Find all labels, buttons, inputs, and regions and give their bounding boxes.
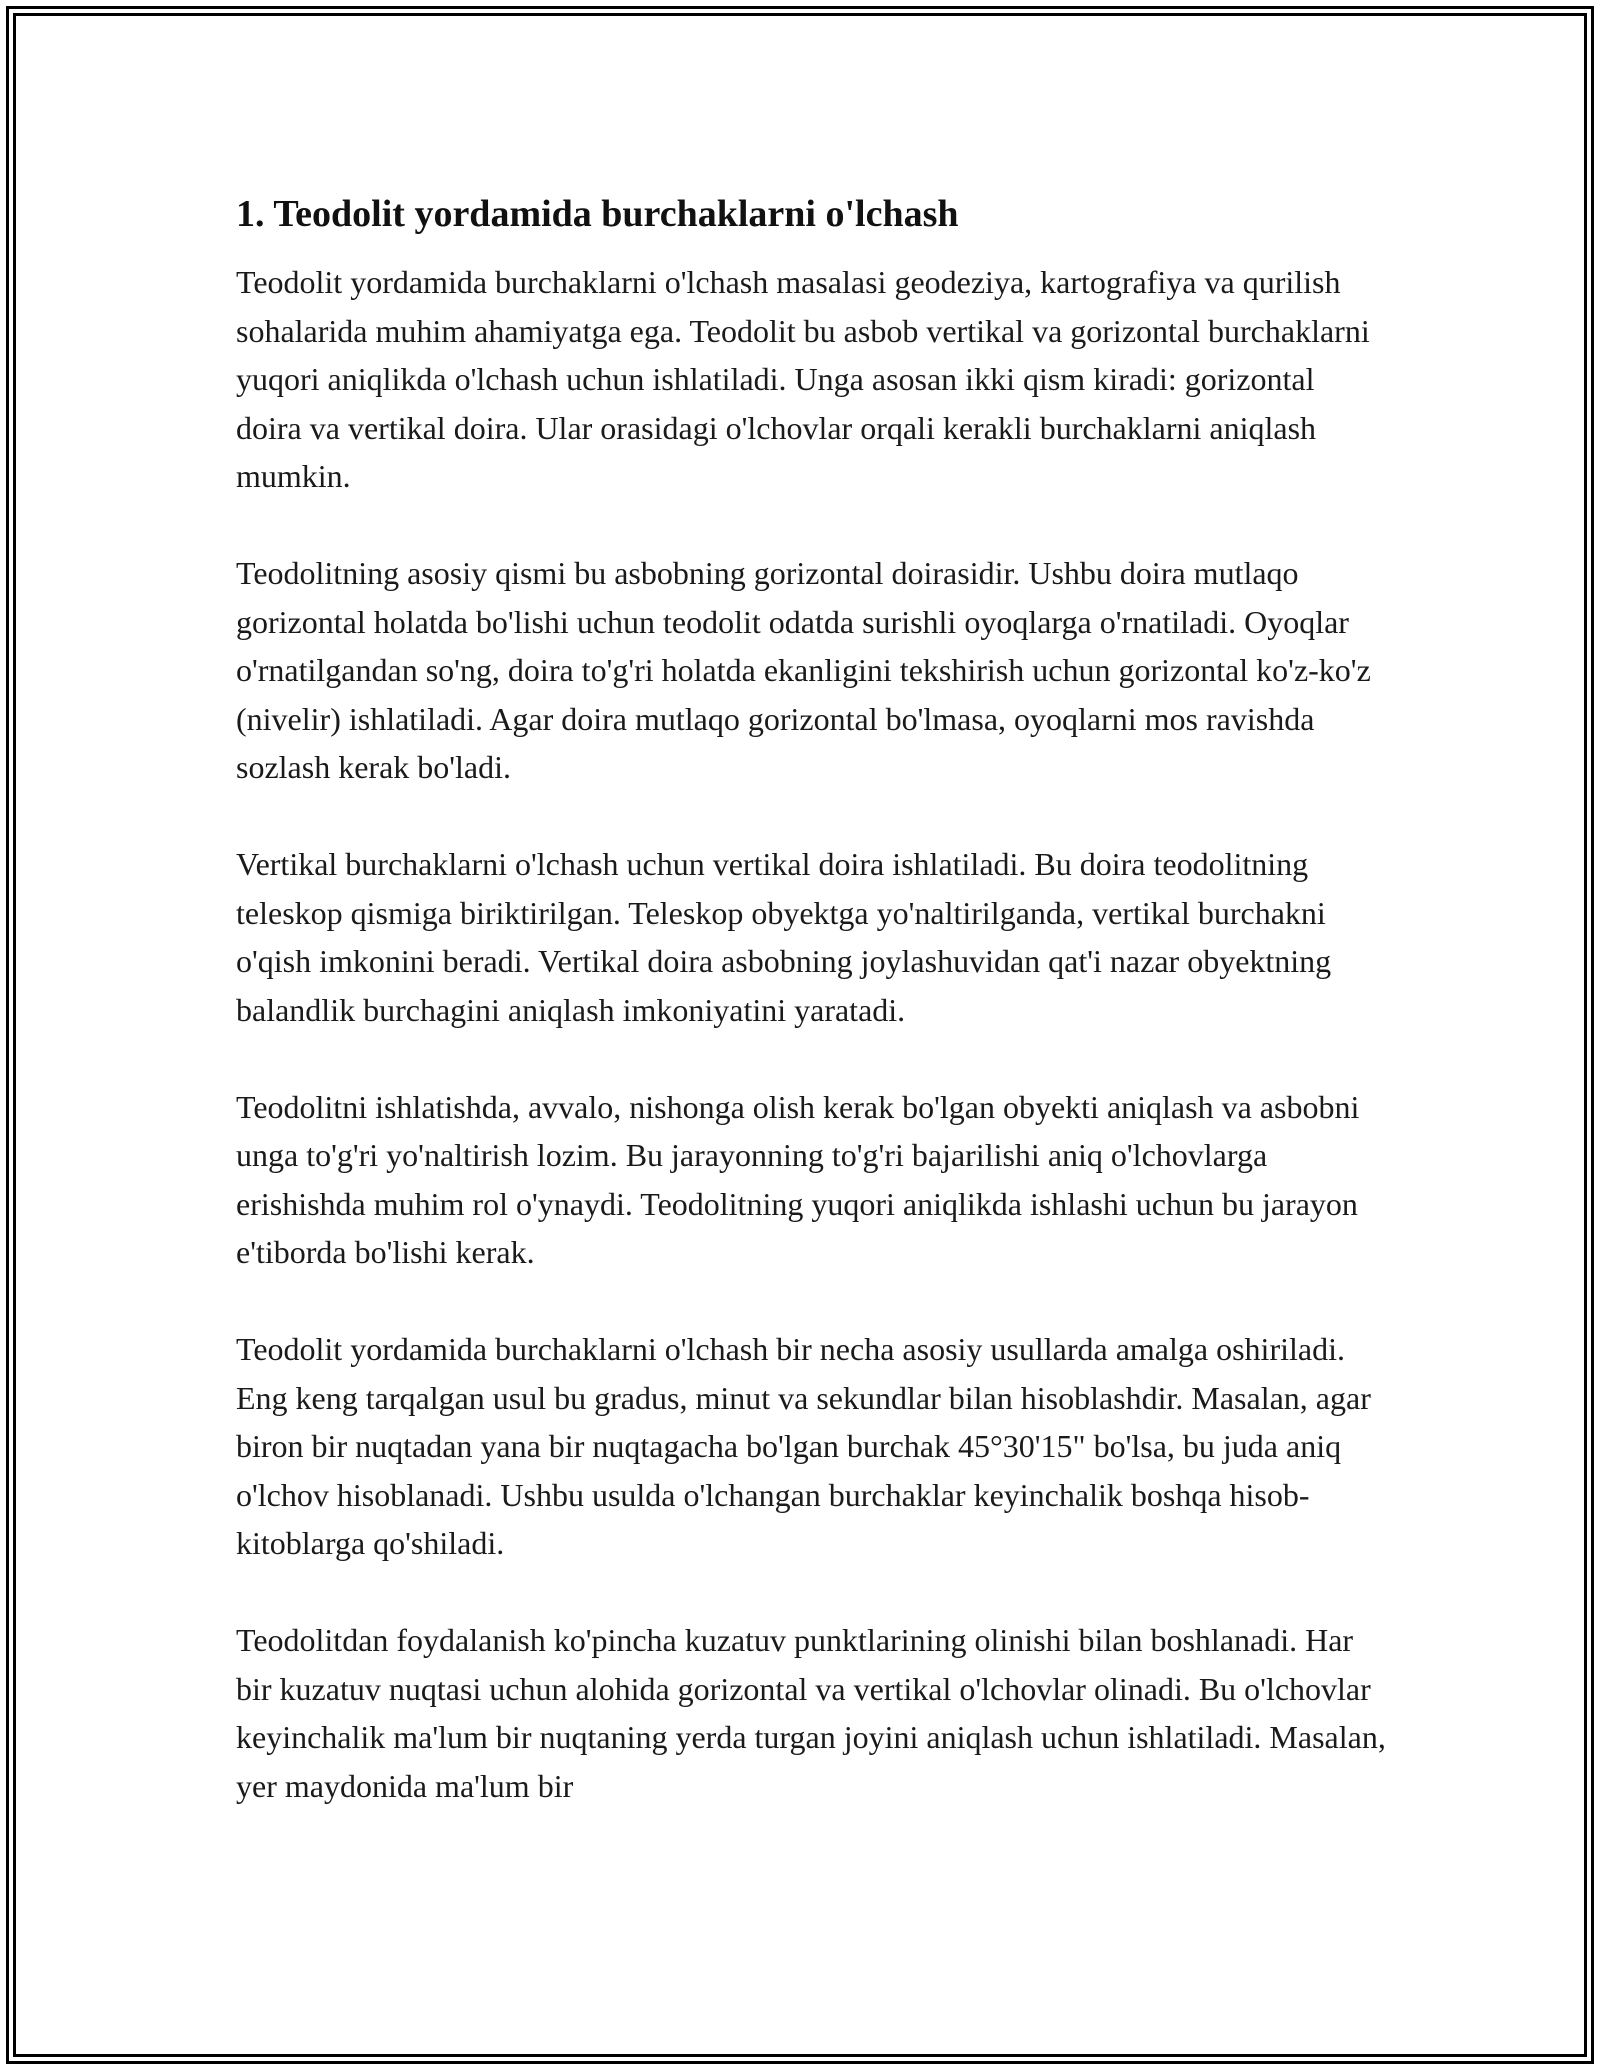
paragraph-4: Teodolitni ishlatishda, avvalo, nishonga olish kerak bo'lgan obyekti aniqlash va asbobni unga to'g'ri yo'naltirish lozim. Bu jarayonning to'g'ri bajarilishi aniq o'lchovlarga erishishda muhim rol o'ynaydi. Teodolitning yuqori aniqlikda ishlashi uchun bu jarayon e'tiborda bo'lishi kerak. [236, 1088, 1360, 1270]
paragraph-6: Teodolitdan foydalanish ko'pincha kuzatuv punktlarining olinishi bilan boshlanadi. Har bir kuzatuv nuqtasi uchun alohida gorizontal va vertikal o'lchovlar olinadi. Bu o'lchovlar keyinchalik ma'lum bir nuqtaning yerda turgan joyini aniqlash uchun ishlatiladi. Masalan, yer maydonida ma'lum bir [236, 1622, 1386, 1804]
section-heading: 1. Teodolit yordamida burchaklarni o'lchash [236, 193, 959, 235]
document-body [236, 186, 1386, 1810]
paragraph-5: Teodolit yordamida burchaklarni o'lchash bir necha asosiy usullarda amalga oshiriladi. Eng keng tarqalgan usul bu gradus, minut va sekundlar bilan hisoblashdir. Masalan, agar biron bir nuqtadan yana bir nuqtagacha bo'lgan burchak 45°30'15" bo'lsa, bu juda aniq o'lchov hisoblanadi. Ushbu usulda o'lchangan burchaklar keyinchalik boshqa hisob-kitoblarga qo'shiladi. [236, 1331, 1371, 1561]
paragraph-2: Teodolitning asosiy qismi bu asbobning gorizontal doirasidir. Ushbu doira mutlaqo gorizontal holatda bo'lishi uchun teodolit odatda surishli oyoqlarga o'rnatiladi. Oyoqlar o'rnatilgandan so'ng, doira to'g'ri holatda ekanligini tekshirish uchun gorizontal ko'z-ko'z (nivelir) ishlatiladi. Agar doira mutlaqo gorizontal bo'lmasa, oyoqlarni mos ravishda sozlash kerak bo'ladi. [236, 555, 1371, 785]
paragraph-1: Teodolit yordamida burchaklarni o'lchash masalasi geodeziya, kartografiya va qurilish sohalarida muhim ahamiyatga ega. Teodolit bu asbob vertikal va gorizontal burchaklarni yuqori aniqlikda o'lchash uchun ishlatiladi. Unga asosan ikki qism kiradi: gorizontal doira va vertikal doira. Ular orasidagi o'lchovlar orqali kerakli burchaklarni aniqlash mumkin. [236, 264, 1370, 494]
paragraph-3: Vertikal burchaklarni o'lchash uchun vertikal doira ishlatiladi. Bu doira teodolitning teleskop qismiga biriktirilgan. Teleskop obyektga yo'naltirilganda, vertikal burchakni o'qish imkonini beradi. Vertikal doira asbobning joylashuvidan qat'i nazar obyektning balandlik burchagini aniqlash imkoniyatini yaratadi. [236, 846, 1332, 1028]
